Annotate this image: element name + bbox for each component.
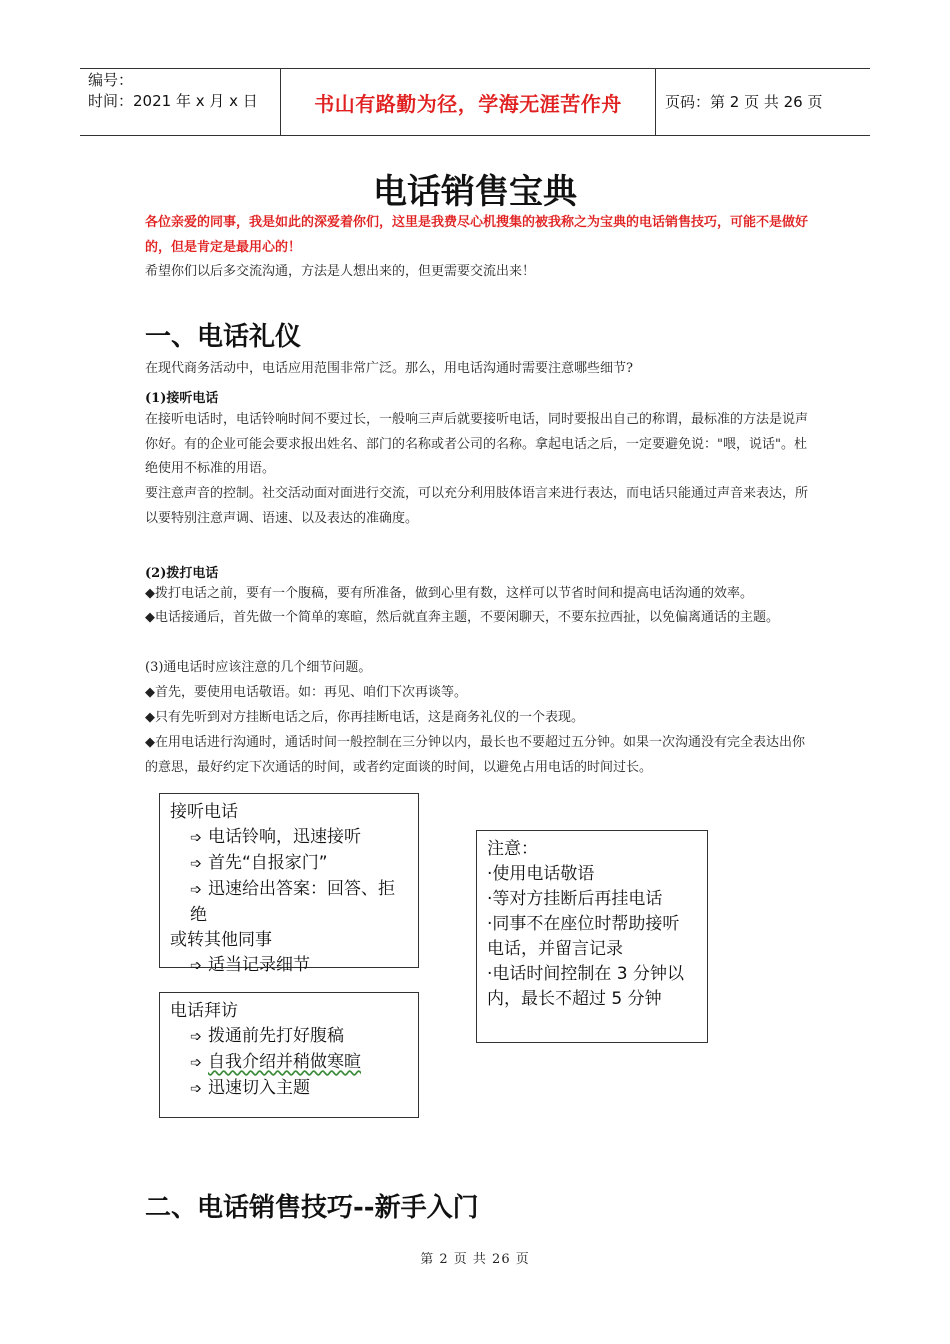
note-title: 注意： — [487, 839, 538, 859]
intro-text: 希望你们以后多交流沟通，方法是人想出来的，但更需要交流出来！ — [145, 264, 536, 279]
header-top-rule — [80, 68, 870, 69]
arrow-right-icon: ➩ — [190, 1029, 202, 1045]
header-motto: 书山有路勤为径，学海无涯苦作舟 — [314, 92, 622, 116]
header-divider — [280, 68, 281, 136]
box-item: ➩ 迅速切入主题 — [170, 1076, 408, 1102]
arrow-right-icon: ➩ — [190, 882, 202, 898]
arrow-right-icon: ➩ — [190, 958, 202, 974]
box-title: 接听电话 — [170, 802, 238, 822]
page-footer: 第 2 页 共 26 页 — [420, 1252, 530, 1267]
document-title: 电话销售宝典 — [373, 172, 577, 212]
box-item: ➩ 首先“自报家门” — [170, 851, 408, 877]
bullet-item: ◆在用电话进行沟通时，通话时间一般控制在三分钟以内，最长也不要超过五分钟。如果一次沟通没有完全表达出你的意思，最好约定下次通话的时间，或者约定面谈的时间，以避免占用电话的时间过长。 — [145, 735, 805, 775]
note-line: 内，最长不超过 5 分钟 — [487, 989, 662, 1009]
subheading-answer: (1)接听电话 — [145, 391, 219, 406]
header-page-number: 页码：第 2 页 共 26 页 — [665, 93, 823, 111]
header-bottom-rule — [80, 135, 870, 136]
box-item: ➩ 迅速给出答案：回答、拒绝 — [190, 879, 395, 925]
box-item: ➩ 拨通前先打好腹稿 — [170, 1024, 408, 1050]
header-meta — [88, 70, 258, 112]
subheading-details: (3)通电话时应该注意的几个细节问题。 — [145, 660, 372, 675]
call-visit-box — [159, 992, 419, 1118]
note-line: ·同事不在座位时帮助接听 — [487, 914, 680, 934]
note-line: ·电话时间控制在 3 分钟以 — [487, 964, 685, 984]
note-box — [476, 830, 708, 1043]
paragraph: 要注意声音的控制。社交活动面对面进行交流，可以充分利用肢体语言来进行表达，而电话只能通过声音来表达，所以要特别注意声调、语速、以及表达的准确度。 — [145, 486, 809, 526]
box-item: ➩ 自我介绍并稍做寒暄 — [170, 1050, 408, 1076]
bullet-item: ◆拨打电话之前，要有一个腹稿，要有所准备，做到心里有数，这样可以节省时间和提高电话沟通的效率。 — [145, 586, 753, 601]
note-line: ·使用电话敬语 — [487, 864, 595, 884]
arrow-right-icon: ➩ — [190, 830, 202, 846]
arrow-right-icon: ➩ — [190, 856, 202, 872]
intro-highlight: 各位亲爱的同事，我是如此的深爱着你们，这里是我费尽心机搜集的被我称之为宝典的电话销售技巧，可能不是做好的，但是肯定是最用心的！ — [145, 215, 809, 255]
box-item: ➩ 适当记录细节 — [170, 953, 408, 979]
box-item: ➩ 电话铃响，迅速接听 — [170, 825, 408, 851]
box-item-continued: 或转其他同事 — [170, 930, 272, 950]
section-lead: 在现代商务活动中，电话应用范围非常广泛。那么，用电话沟通时需要注意哪些细节? — [145, 361, 633, 376]
bullet-item: ◆首先，要使用电话敬语。如：再见、咱们下次再谈等。 — [145, 685, 467, 700]
arrow-right-icon: ➩ — [190, 1055, 202, 1071]
note-line: 电话，并留言记录 — [487, 939, 623, 959]
bullet-item: ◆只有先听到对方挂断电话之后，你再挂断电话，这是商务礼仪的一个表现。 — [145, 710, 584, 725]
section-heading: 二、电话销售技巧--新手入门 — [145, 1193, 479, 1223]
bullet-item: ◆电话接通后，首先做一个简单的寒暄，然后就直奔主题，不要闲聊天，不要东拉西扯，以免偏离通话的主题。 — [145, 610, 779, 625]
header-time: 时间：2021 年 x 月 x 日 — [88, 92, 258, 110]
arrow-right-icon: ➩ — [190, 1081, 202, 1097]
box-title: 电话拜访 — [170, 1001, 238, 1021]
note-line: ·等对方挂断后再挂电话 — [487, 889, 663, 909]
answer-call-box — [159, 793, 419, 975]
paragraph: 在接听电话时，电话铃响时间不要过长，一般响三声后就要接听电话，同时要报出自己的称谓，最标准的方法是说声你好。有的企业可能会要求报出姓名、部门的名称或者公司的名称。拿起电话之后，一定要避免说："喂，说话"。杜绝使用不标准的用语。 — [145, 412, 809, 476]
section-heading: 一、电话礼仪 — [145, 322, 302, 352]
header-divider — [655, 68, 656, 136]
header-number: 编号： — [88, 71, 134, 89]
subheading-call: (2)拨打电话 — [145, 566, 219, 581]
